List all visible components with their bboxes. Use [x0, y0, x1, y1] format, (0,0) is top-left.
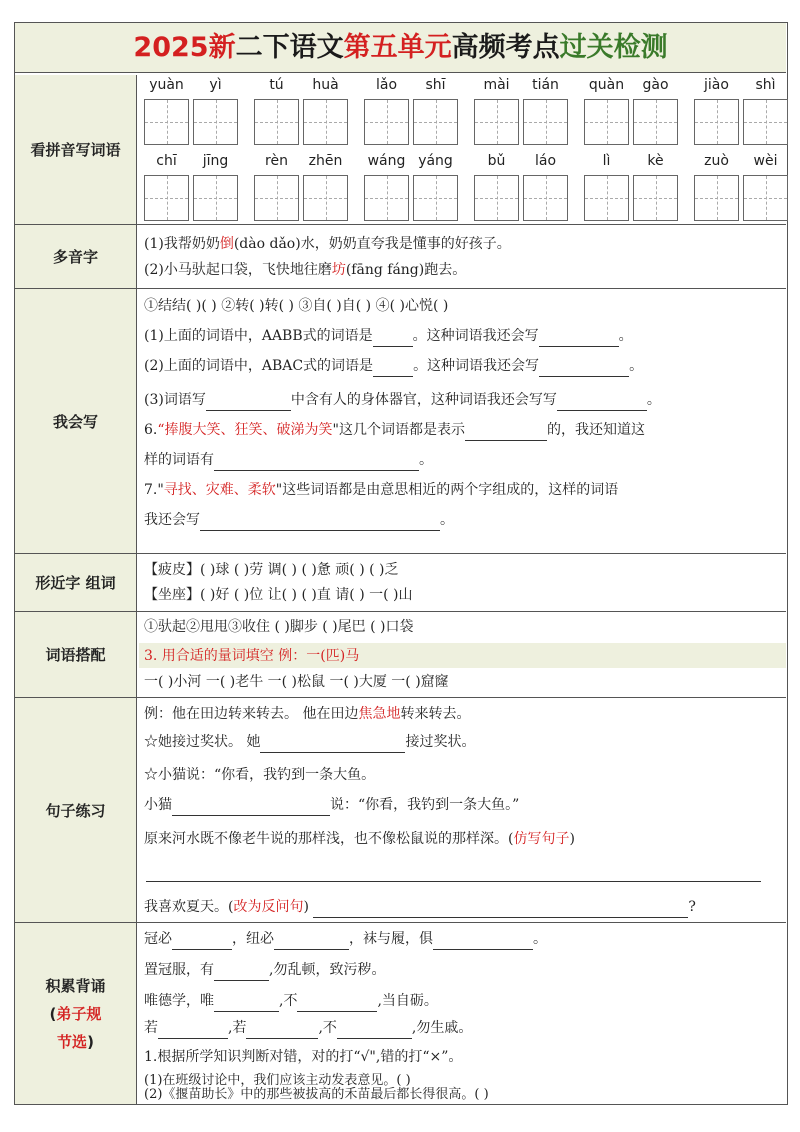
pinyin-label: jiào [704, 77, 729, 93]
worksheet-title [15, 23, 786, 73]
section-xingjin [15, 554, 786, 612]
tianzige-box[interactable] [743, 175, 788, 221]
pinyin-grid [139, 75, 786, 224]
pinyin-label: yuàn [149, 77, 184, 93]
section-label: 词语搭配 [15, 612, 137, 697]
title-part: 第五单元 [343, 32, 452, 63]
title-part: 2025新 [133, 32, 236, 63]
pinyin-label: wáng [367, 153, 406, 169]
pinyin-label: zhēn [308, 153, 343, 169]
pinyin-label: wèi [753, 153, 778, 169]
section-juzi [15, 698, 786, 923]
jilei-line: (2)《揠苗助长》中的那些被拔高的禾苗最后都长得很高。( ) [144, 1087, 489, 1102]
tianzige-box[interactable] [694, 99, 739, 145]
huixie-line: 样的词语有 。 [144, 449, 782, 471]
juzi-line: 小猫 说：“你看，我钓到一条大鱼。” [144, 794, 782, 816]
duoyin-line-1: (1)我帮奶奶倒(dào dǎo)水，奶奶直夸我是懂事的好孩子。 [144, 236, 511, 252]
pinyin-label: chī [156, 153, 177, 169]
section-duoyin [15, 225, 786, 289]
title-part: 二下语文 [235, 32, 344, 63]
tianzige-box[interactable] [364, 175, 409, 221]
pinyin-label: gào [642, 77, 669, 93]
pinyin-label: láo [534, 153, 557, 169]
huixie-line: 7."寻找、灾难、柔软"这些词语都是由意思相近的两个字组成的，这样的词语 [144, 482, 619, 498]
huixie-line: ①结结( )( ) ②转( )转( ) ③自( )自( ) ④( )心悦( ) [144, 298, 449, 314]
juzi-line: 我喜欢夏天。(改为反问句) ? [144, 896, 782, 918]
tianzige-box[interactable] [743, 99, 788, 145]
title-part: 高频考点 [451, 32, 560, 63]
tianzige-box[interactable] [633, 99, 678, 145]
section-label: 形近字 组词 [15, 554, 137, 611]
pinyin-label: huà [312, 77, 339, 93]
tianzige-box[interactable] [474, 99, 519, 145]
tianzige-box[interactable] [413, 99, 458, 145]
juzi-line: 例：他在田边转来转去。 他在田边焦急地转来转去。 [144, 706, 471, 722]
tianzige-box[interactable] [193, 175, 238, 221]
huixie-line: (2)上面的词语中，ABAC式的词语是 。这种词语我还会写 。 [144, 355, 782, 377]
section-label: 我会写 [15, 289, 137, 553]
tianzige-box[interactable] [144, 99, 189, 145]
huixie-line: 6.“捧腹大笑、狂笑、破涕为笑"这几个词语都是表示 的，我还知道这 [144, 419, 782, 441]
pinyin-label: shì [755, 77, 776, 93]
tianzige-box[interactable] [694, 175, 739, 221]
xingjin-line: 【疲皮】( )球 ( )劳 调( ) ( )惫 顽( ) ( )乏 [144, 562, 399, 578]
juzi-line: ☆她接过奖状。 她 接过奖状。 [144, 731, 782, 753]
section-label: 看拼音写词语 [15, 75, 137, 224]
pinyin-label: yáng [418, 153, 453, 169]
tianzige-box[interactable] [364, 99, 409, 145]
tianzige-box[interactable] [303, 175, 348, 221]
jilei-line: 唯德学，唯 ,不 ,当自砺。 [144, 990, 782, 1012]
pinyin-label: yì [209, 77, 222, 93]
tianzige-box[interactable] [254, 99, 299, 145]
pinyin-label: lǎo [375, 77, 398, 93]
tianzige-box[interactable] [584, 99, 629, 145]
section-pinyin [15, 75, 786, 225]
tianzige-box[interactable] [633, 175, 678, 221]
dapei-line: ①驮起②甩甩③收住 ( )脚步 ( )尾巴 ( )口袋 [144, 619, 414, 635]
pinyin-label: mài [483, 77, 510, 93]
pinyin-label: shī [425, 77, 446, 93]
tianzige-box[interactable] [144, 175, 189, 221]
tianzige-box[interactable] [413, 175, 458, 221]
pinyin-label: zuò [704, 153, 729, 169]
xingjin-line: 【坐座】( )好 ( )位 让( ) ( )直 请( ) 一( )山 [144, 587, 413, 603]
tianzige-box[interactable] [523, 175, 568, 221]
pinyin-label: jīng [202, 153, 229, 169]
tianzige-box[interactable] [303, 99, 348, 145]
pinyin-label: rèn [265, 153, 288, 169]
jilei-line: 置冠服，有 ,勿乱顿，致污秽。 [144, 959, 782, 981]
dapei-line: 3. 用合适的量词填空 例：一(匹)马 [144, 648, 360, 664]
section-dapei [15, 612, 786, 698]
huixie-line: (3)词语写 中含有人的身体器官，这种词语我还会写写 。 [144, 389, 782, 411]
section-label: 句子练习 [15, 698, 137, 922]
juzi-line: 原来河水既不像老牛说的那样浅，也不像松鼠说的那样深。(仿写句子) [144, 831, 575, 847]
tianzige-box[interactable] [474, 175, 519, 221]
duoyin-line-2: (2)小马驮起口袋，飞快地往磨坊(fāng fáng)跑去。 [144, 262, 467, 278]
jilei-line: (1)在班级讨论中，我们应该主动发表意见。( ) [144, 1073, 411, 1088]
tianzige-box[interactable] [584, 175, 629, 221]
huixie-line: 我还会写 。 [144, 509, 782, 531]
juzi-line: ☆小猫说：“你看，我钓到一条大鱼。 [144, 767, 376, 783]
jilei-line: 冠必 ，纽必 ，袜与履，俱 。 [144, 928, 782, 950]
section-huixie [15, 289, 786, 554]
jilei-line: 1.根据所学知识判断对错，对的打“√",错的打“×”。 [144, 1049, 463, 1065]
pinyin-label: tián [532, 77, 559, 93]
huixie-line: (1)上面的词语中，AABB式的词语是 。这种词语我还会写 。 [144, 325, 782, 347]
pinyin-label: lì [602, 153, 611, 169]
jilei-line: 若 ,若 ,不 ,勿生戚。 [144, 1017, 782, 1039]
pinyin-label: bǔ [487, 153, 506, 169]
section-jilei [15, 923, 786, 1104]
pinyin-label: kè [647, 153, 664, 169]
pinyin-label: tú [269, 77, 284, 93]
pinyin-label: quàn [588, 77, 625, 93]
section-label: 多音字 [15, 225, 137, 288]
dapei-line: 一( )小河 一( )老牛 一( )松鼠 一( )大厦 一( )窟窿 [144, 674, 449, 690]
tianzige-box[interactable] [523, 99, 568, 145]
tianzige-box[interactable] [254, 175, 299, 221]
title-part: 过关检测 [559, 32, 668, 63]
section-label: 积累背诵 (弟子规 节选) [15, 923, 137, 1104]
tianzige-box[interactable] [193, 99, 238, 145]
worksheet [14, 22, 788, 1105]
